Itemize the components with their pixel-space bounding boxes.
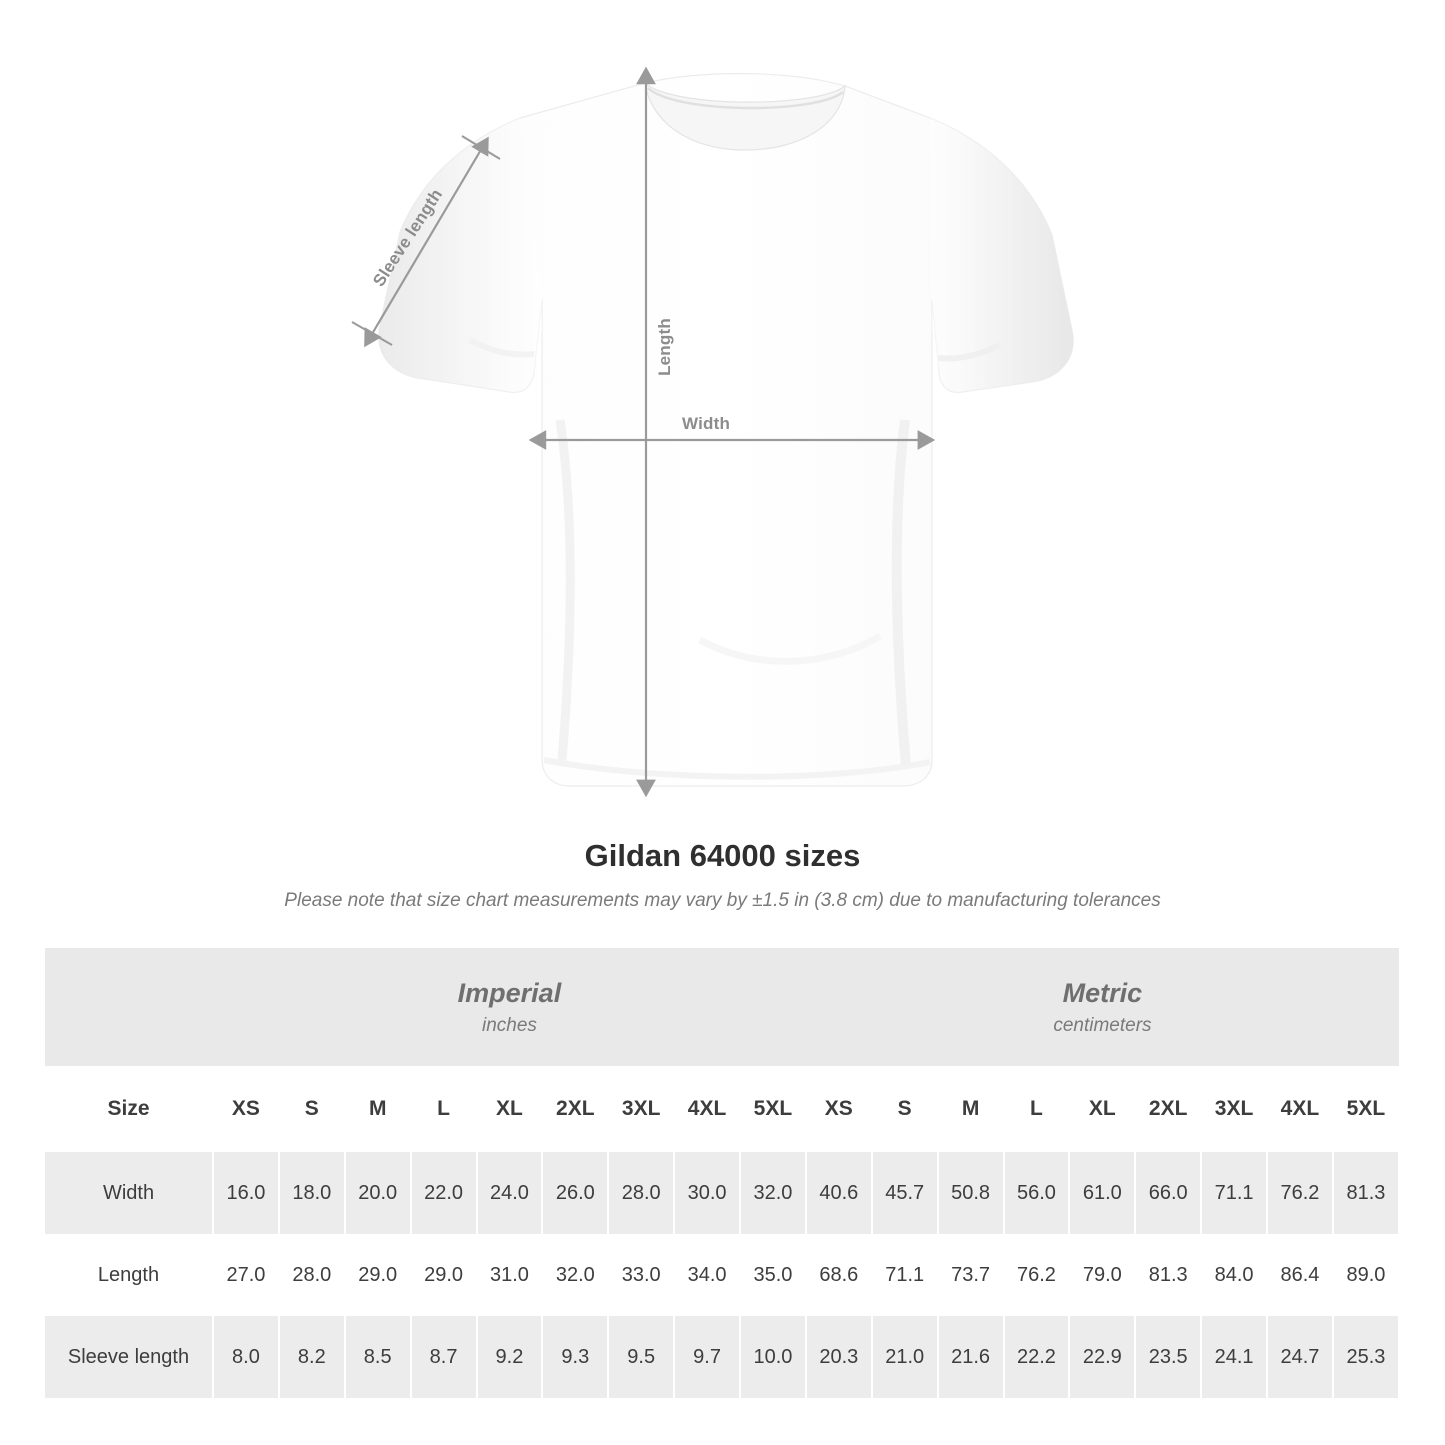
sleeve-xs-imp: 8.0 bbox=[213, 1316, 279, 1398]
width-xl-imp: 24.0 bbox=[477, 1152, 543, 1234]
sleeve-xs-met: 20.3 bbox=[806, 1316, 872, 1398]
width-2xl-imp: 26.0 bbox=[542, 1152, 608, 1234]
sleeve-m-met: 21.6 bbox=[938, 1316, 1004, 1398]
length-xl-imp: 31.0 bbox=[477, 1234, 543, 1316]
length-5xl-imp: 35.0 bbox=[740, 1234, 806, 1316]
units-blank-cell bbox=[45, 948, 213, 1066]
width-4xl-met: 76.2 bbox=[1267, 1152, 1333, 1234]
size-header-xs-imp: XS bbox=[213, 1066, 279, 1152]
size-header-4xl-imp: 4XL bbox=[674, 1066, 740, 1152]
size-header-5xl-imp: 5XL bbox=[740, 1066, 806, 1152]
sleeve-xl-imp: 9.2 bbox=[477, 1316, 543, 1398]
width-m-met: 50.8 bbox=[938, 1152, 1004, 1234]
length-2xl-imp: 32.0 bbox=[542, 1234, 608, 1316]
tolerance-note: Please note that size chart measurements may vary by ±1.5 in (3.8 cm) due to manufacturing tolerances bbox=[284, 890, 1161, 911]
sleeve-5xl-met: 25.3 bbox=[1333, 1316, 1399, 1398]
sleeve-m-imp: 8.5 bbox=[345, 1316, 411, 1398]
length-l-met: 76.2 bbox=[1004, 1234, 1070, 1316]
size-header-2xl-imp: 2XL bbox=[542, 1066, 608, 1152]
unit-metric-sub: centimeters bbox=[1053, 1015, 1152, 1037]
sleeve-3xl-met: 24.1 bbox=[1201, 1316, 1267, 1398]
length-s-met: 71.1 bbox=[872, 1234, 938, 1316]
width-4xl-imp: 30.0 bbox=[674, 1152, 740, 1234]
length-label: Length bbox=[654, 318, 674, 376]
length-4xl-met: 86.4 bbox=[1267, 1234, 1333, 1316]
sleeve-3xl-imp: 9.5 bbox=[608, 1316, 674, 1398]
title-block bbox=[0, 838, 1445, 912]
sleeve-xl-met: 22.9 bbox=[1069, 1316, 1135, 1398]
width-5xl-imp: 32.0 bbox=[740, 1152, 806, 1234]
sleeve-5xl-imp: 10.0 bbox=[740, 1316, 806, 1398]
length-3xl-met: 84.0 bbox=[1201, 1234, 1267, 1316]
length-m-met: 73.7 bbox=[938, 1234, 1004, 1316]
sleeve-l-imp: 8.7 bbox=[411, 1316, 477, 1398]
width-5xl-met: 81.3 bbox=[1333, 1152, 1399, 1234]
length-3xl-imp: 33.0 bbox=[608, 1234, 674, 1316]
unit-imperial-sub: inches bbox=[481, 1015, 537, 1037]
table-row bbox=[45, 1152, 1399, 1234]
size-header-s-met: S bbox=[872, 1066, 938, 1152]
unit-metric bbox=[806, 948, 1399, 1066]
width-3xl-imp: 28.0 bbox=[608, 1152, 674, 1234]
length-m-imp: 29.0 bbox=[345, 1234, 411, 1316]
sleeve-s-imp: 8.2 bbox=[279, 1316, 345, 1398]
width-l-met: 56.0 bbox=[1004, 1152, 1070, 1234]
page-title: Gildan 64000 sizes bbox=[584, 838, 861, 873]
width-xs-met: 40.6 bbox=[806, 1152, 872, 1234]
unit-imperial bbox=[213, 948, 806, 1066]
units-row bbox=[45, 948, 1399, 1066]
row-label-length: Length bbox=[45, 1234, 213, 1316]
size-header-l-imp: L bbox=[411, 1066, 477, 1152]
length-l-imp: 29.0 bbox=[411, 1234, 477, 1316]
size-header-xs-met: XS bbox=[806, 1066, 872, 1152]
length-xl-met: 79.0 bbox=[1069, 1234, 1135, 1316]
length-5xl-met: 89.0 bbox=[1333, 1234, 1399, 1316]
width-3xl-met: 71.1 bbox=[1201, 1152, 1267, 1234]
table-row bbox=[45, 1234, 1399, 1316]
size-header-4xl-met: 4XL bbox=[1267, 1066, 1333, 1152]
width-l-imp: 22.0 bbox=[411, 1152, 477, 1234]
width-2xl-met: 66.0 bbox=[1135, 1152, 1201, 1234]
sleeve-length-label: Sleeve length bbox=[369, 185, 447, 290]
width-s-met: 45.7 bbox=[872, 1152, 938, 1234]
size-header-xl-imp: XL bbox=[477, 1066, 543, 1152]
sleeve-4xl-imp: 9.7 bbox=[674, 1316, 740, 1398]
size-header-s-imp: S bbox=[279, 1066, 345, 1152]
size-header-3xl-met: 3XL bbox=[1201, 1066, 1267, 1152]
unit-imperial-name: Imperial bbox=[457, 977, 562, 1008]
size-header-l-met: L bbox=[1004, 1066, 1070, 1152]
sleeve-l-met: 22.2 bbox=[1004, 1316, 1070, 1398]
width-m-imp: 20.0 bbox=[345, 1152, 411, 1234]
size-header-row bbox=[45, 1066, 1399, 1152]
size-header-5xl-met: 5XL bbox=[1333, 1066, 1399, 1152]
width-s-imp: 18.0 bbox=[279, 1152, 345, 1234]
size-table-wrap bbox=[0, 948, 1445, 1398]
size-header-xl-met: XL bbox=[1069, 1066, 1135, 1152]
table-row bbox=[45, 1316, 1399, 1398]
size-header-m-met: M bbox=[938, 1066, 1004, 1152]
size-header-m-imp: M bbox=[345, 1066, 411, 1152]
length-s-imp: 28.0 bbox=[279, 1234, 345, 1316]
width-xs-imp: 16.0 bbox=[213, 1152, 279, 1234]
width-label: Width bbox=[682, 414, 731, 433]
sleeve-s-met: 21.0 bbox=[872, 1316, 938, 1398]
size-table bbox=[45, 948, 1400, 1398]
length-xs-met: 68.6 bbox=[806, 1234, 872, 1316]
sleeve-2xl-imp: 9.3 bbox=[542, 1316, 608, 1398]
sleeve-4xl-met: 24.7 bbox=[1267, 1316, 1333, 1398]
row-label-sleeve-length: Sleeve length bbox=[45, 1316, 213, 1398]
size-header-3xl-imp: 3XL bbox=[608, 1066, 674, 1152]
row-label-width: Width bbox=[45, 1152, 213, 1234]
length-4xl-imp: 34.0 bbox=[674, 1234, 740, 1316]
unit-metric-name: Metric bbox=[1062, 977, 1143, 1008]
size-header-2xl-met: 2XL bbox=[1135, 1066, 1201, 1152]
size-header-label: Size bbox=[45, 1066, 213, 1152]
width-xl-met: 61.0 bbox=[1069, 1152, 1135, 1234]
sleeve-2xl-met: 23.5 bbox=[1135, 1316, 1201, 1398]
length-xs-imp: 27.0 bbox=[213, 1234, 279, 1316]
length-2xl-met: 81.3 bbox=[1135, 1234, 1201, 1316]
